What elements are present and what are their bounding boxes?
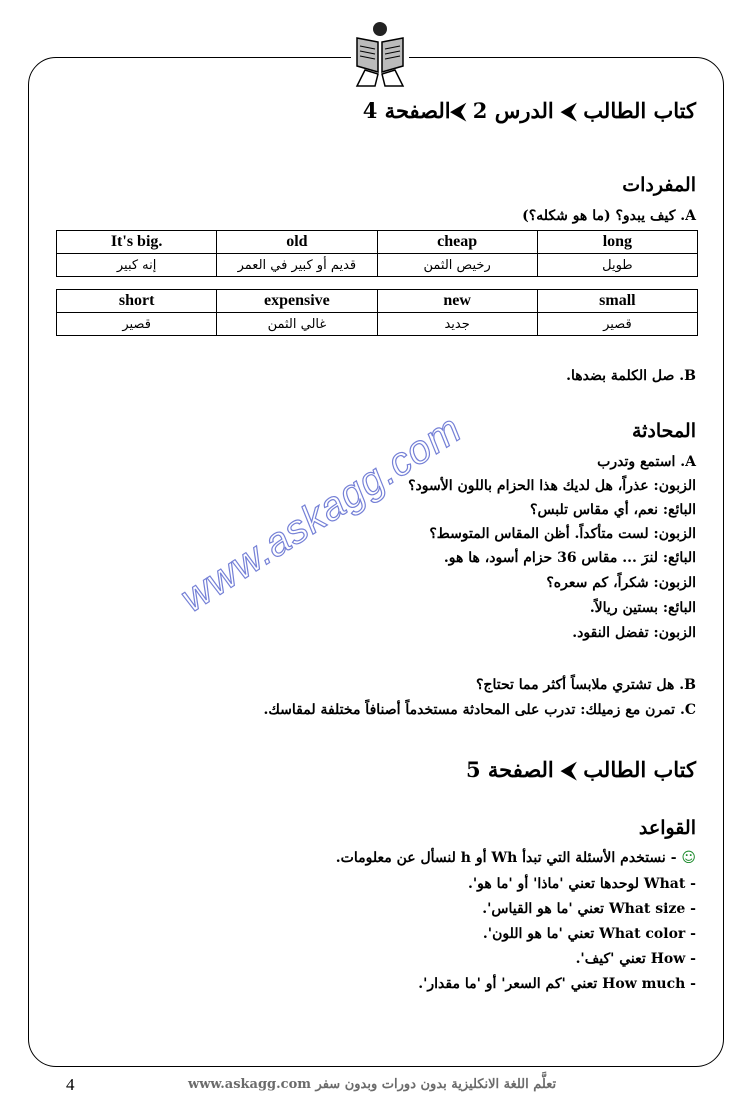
smiley-face-icon: ☺ (681, 850, 696, 866)
vocab-word: old (217, 231, 377, 254)
footer-text: www.askagg.com تعلَّم اللغة الانكليزية بدون دورات وبدون سفر (188, 1077, 557, 1092)
vocab-word: short (57, 290, 217, 313)
vocab-table-1 (56, 230, 698, 277)
dialogue-line: الزبون: عذراً، هل لديك هذا الحزام باللون الأسود؟ (408, 478, 696, 494)
vocab-word: cheap (377, 231, 537, 254)
vocab-translation: قديم أو كبير في العمر (217, 254, 377, 277)
vocab-heading: المفردات (622, 174, 696, 196)
grammar-intro: - نستخدم الأسئلة التي تبدأ Wh أو h لنسأل عن معلومات. (335, 850, 677, 866)
dialogue-line: البائع: بستين ريالاً. (589, 600, 696, 616)
vocab-translation: إنه كبير (57, 254, 217, 277)
page-number: 4 (66, 1075, 75, 1094)
dialogue-line: البائع: نعم، أي مقاس تلبس؟ (530, 502, 696, 518)
grammar-item: - How much تعني 'كم السعر' أو 'ما مقدار'. (418, 976, 696, 992)
vocab-word: long (537, 231, 697, 254)
section-title-page-5: كتاب الطالب ⮜ الصفحة 5 (465, 757, 696, 782)
conversation-instruction-c: C. تمرن مع زميلك: تدرب على المحادثة مستخدماً أصنافاً مختلفة لمقاسك. (263, 702, 696, 718)
vocab-instruction-b: B. صل الكلمة بضدها. (566, 368, 696, 384)
dialogue-line: الزبون: تفضل النقود. (572, 625, 696, 641)
watermark: www.askagg.com (172, 406, 470, 621)
vocab-table-2 (56, 289, 698, 336)
grammar-item: - What size تعني 'ما هو القياس'. (482, 901, 696, 917)
grammar-item: - How تعني 'كيف'. (575, 951, 696, 967)
vocab-word: It's big. (57, 231, 217, 254)
conversation-instruction-a: A. استمع وتدرب (597, 454, 696, 470)
conversation-heading: المحادثة (631, 420, 696, 442)
dialogue-line: الزبون: شكراً، كم سعره؟ (546, 575, 696, 591)
vocab-translation: قصير (57, 313, 217, 336)
grammar-item: - What color تعني 'ما هو اللون'. (482, 926, 696, 942)
vocab-translation: طويل (537, 254, 697, 277)
conversation-instruction-b: B. هل تشتري ملابساً أكثر مما تحتاج؟ (476, 677, 696, 693)
vocab-translation: رخيص الثمن (377, 254, 537, 277)
grammar-heading: القواعد (638, 817, 696, 839)
vocab-instruction-a: A. كيف يبدو؟ (ما هو شكله؟) (522, 208, 696, 224)
vocab-translation: غالي الثمن (217, 313, 377, 336)
vocab-translation: قصير (537, 313, 697, 336)
vocab-word: new (377, 290, 537, 313)
vocab-word: small (537, 290, 697, 313)
grammar-intro-line (336, 850, 696, 866)
vocab-word: expensive (217, 290, 377, 313)
person-reading-book-icon (351, 20, 409, 90)
vocab-translation: جديد (377, 313, 537, 336)
lesson-title: كتاب الطالب ⮜ الدرس 2 ⮜الصفحة 4 (362, 98, 696, 123)
dialogue-line: البائع: لنرَ ... مقاس 36 حزام أسود، ها هو. (443, 550, 696, 566)
grammar-item: - What لوحدها تعني 'ماذا' أو 'ما هو'. (467, 876, 696, 892)
dialogue-line: الزبون: لست متأكداً. أظن المقاس المتوسط؟ (429, 526, 696, 542)
